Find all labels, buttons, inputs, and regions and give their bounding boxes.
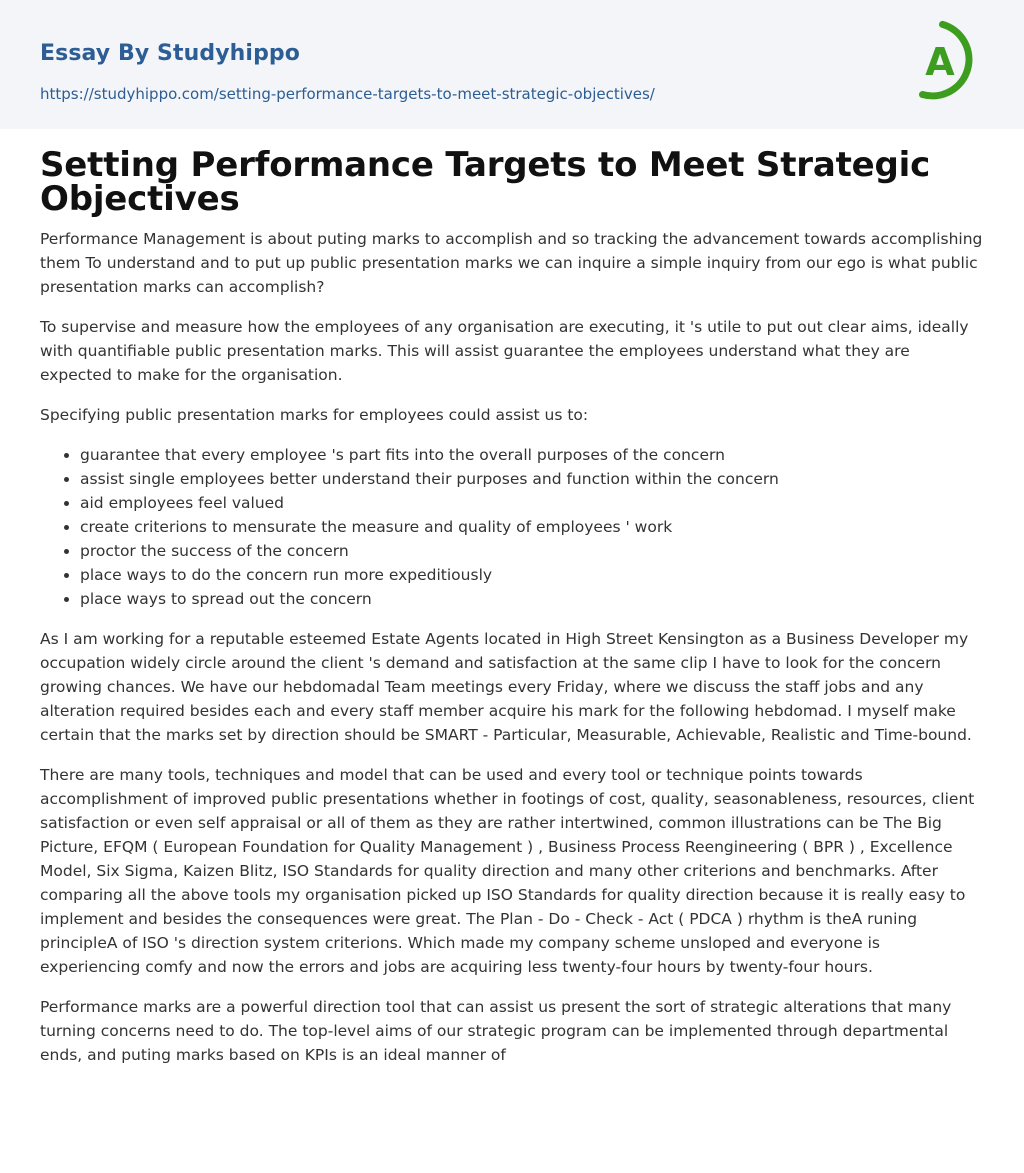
list-item: • assist single employees better understand their purposes and function within the concern <box>80 467 984 491</box>
logo-letter: A <box>925 40 955 84</box>
studyhippo-logo-icon[interactable] <box>912 18 988 106</box>
paragraph: There are many tools, techniques and model that can be used and every tool or technique points towards accomplishment of improved public presentations whether in footings of cost, quality, seasonableness, resources, client satisfaction or even self appraisal or all of them as they are rather intertwined, common illustrations can be The Big Picture, EFQM ( European Foundation for Quality Management ) , Business Process Reengineering ( BPR ) , Excellence Model, Six Sigma, Kaizen Blitz, ISO Standards for quality direction and many other criterions and benchmarks. After comparing all the above tools my organisation picked up ISO Standards for quality direction because it is really easy to implement and besides the consequences were great. The Plan - Do - Check - Act ( PDCA ) rhythm is theA runing principleA of ISO 's direction system criterions. Which made my company scheme unsloped and everyone is experiencing comfy and now the errors and jobs are acquiring less twenty-four hours by twenty-four hours. <box>40 766 975 976</box>
brand-title[interactable]: Essay By Studyhippo <box>40 41 300 66</box>
paragraph: Performance Management is about puting marks to accomplish and so tracking the advancement towards accomplishing them To understand and to put up public presentation marks we can inquire a simple inquiry from our ego is what public presentation marks can accomplish? <box>40 230 983 296</box>
paragraph: To supervise and measure how the employees of any organisation are executing, it 's utile to put out clear aims, ideally with quantifiable public presentation marks. This will assist guarantee the employees understand what they are expected to make for the organisation. <box>40 318 969 384</box>
list-item: • guarantee that every employee 's part fits into the overall purposes of the concern <box>80 443 984 467</box>
list-item: • aid employees feel valued <box>80 491 984 515</box>
source-url-link[interactable]: https://studyhippo.com/setting-performance-targets-to-meet-strategic-objectives/ <box>40 85 655 103</box>
page-title: Setting Performance Targets to Meet Strategic Objectives <box>40 145 931 219</box>
paragraph: As I am working for a reputable esteemed Estate Agents located in High Street Kensington as a Business Developer my occupation widely circle around the client 's demand and satisfaction at the same clip I have to look for the concern growing chances. We have our hebdomadal Team meetings every Friday, where we discuss the staff jobs and any alteration required besides each and every staff member acquire his mark for the following hebdomad. I myself make certain that the marks set by direction should be SMART - Particular, Measurable, Achievable, Realistic and Time-bound. <box>40 630 972 744</box>
benefits-list <box>40 443 984 611</box>
list-item: • place ways to spread out the concern <box>80 587 984 611</box>
list-item: • proctor the success of the concern <box>80 539 984 563</box>
paragraph: Specifying public presentation marks for employees could assist us to: <box>40 406 589 424</box>
list-item: • place ways to do the concern run more expeditiously <box>80 563 984 587</box>
list-item: • create criterions to mensurate the measure and quality of employees ' work <box>80 515 984 539</box>
paragraph: Performance marks are a powerful direction tool that can assist us present the sort of strategic alterations that many turning concerns need to do. The top-level aims of our strategic program can be implemented through departmental ends, and puting marks based on KPIs is an ideal manner of <box>40 998 952 1064</box>
article <box>40 145 984 1083</box>
site-header <box>0 0 1024 129</box>
